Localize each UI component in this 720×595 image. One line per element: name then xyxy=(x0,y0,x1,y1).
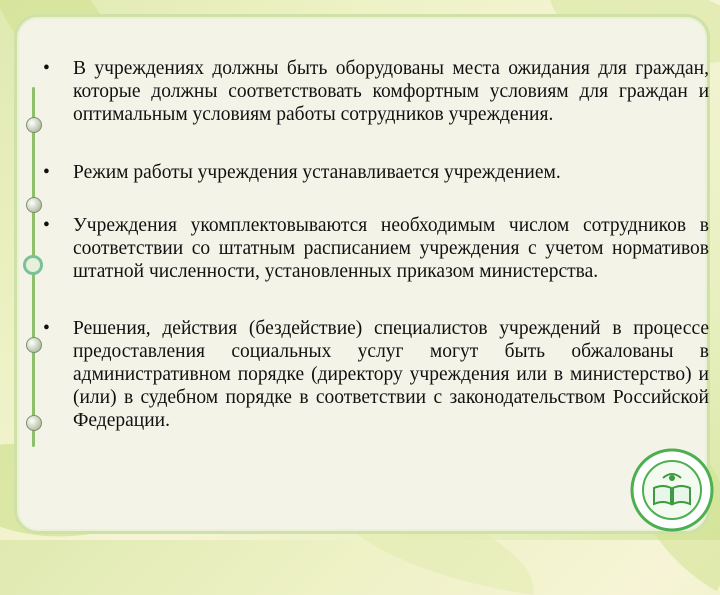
bullet-list xyxy=(43,57,709,432)
list-item-text: Решения, действия (бездействие) специалистов учреждений в процессе предоставления социальных услуг могут быть обжалованы в административном порядке (директору учреждения или в министерство) и (или) в судебном порядке в соответствии с законодательством Российской Федерации. xyxy=(73,318,709,431)
list-item-text: Учреждения укомплектовываются необходимым числом сотрудников в соответствии со штатным расписанием учреждения с учетом нормативов штатной численности, установленных приказом министерства. xyxy=(73,215,709,282)
slide-panel xyxy=(14,14,710,534)
list-item xyxy=(43,317,709,432)
bullet-marker: • xyxy=(43,215,50,236)
bullet-marker: • xyxy=(43,318,50,339)
bullet-marker: • xyxy=(43,58,50,79)
binding-ring-icon xyxy=(26,197,42,213)
list-item xyxy=(43,57,709,126)
bullet-marker: • xyxy=(43,162,50,183)
binding-ring-icon xyxy=(26,337,42,353)
binding-knot-icon xyxy=(23,255,43,275)
list-item xyxy=(43,161,709,184)
list-item-text: Режим работы учреждения устанавливается учреждением. xyxy=(73,162,561,183)
book-emblem-logo xyxy=(630,448,714,532)
binding-ring-icon xyxy=(26,117,42,133)
list-item xyxy=(43,214,709,283)
binding-ring-icon xyxy=(26,415,42,431)
list-item-text: В учреждениях должны быть оборудованы места ожидания для граждан, которые должны соответствовать комфортным условиям для граждан и оптимальным условиям работы сотрудников учреждения. xyxy=(73,58,709,125)
notebook-binding xyxy=(21,87,45,447)
